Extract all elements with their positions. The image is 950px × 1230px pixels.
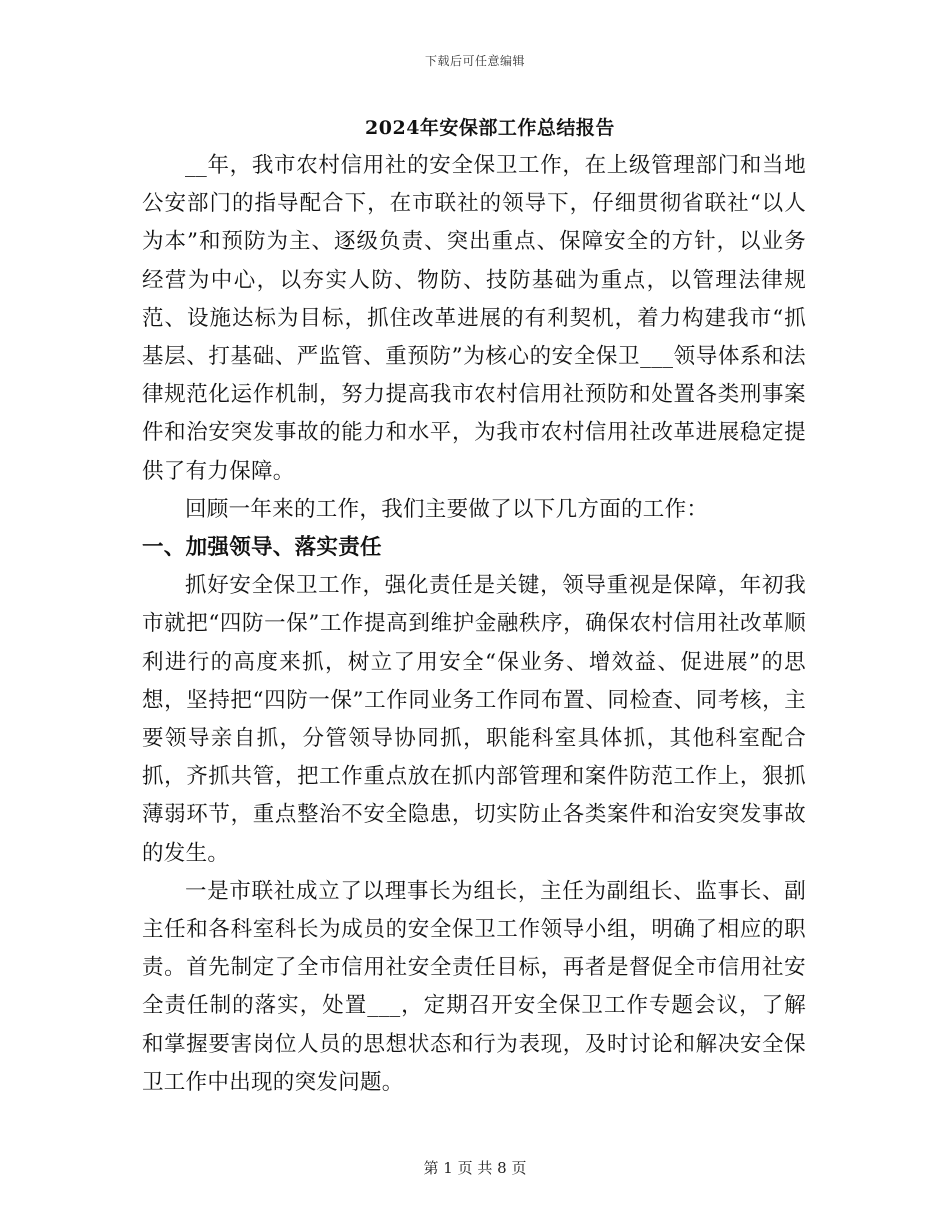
document-body bbox=[142, 147, 806, 1102]
paragraph-intro: __年，我市农村信用社的安全保卫工作，在上级管理部门和当地公安部门的指导配合下，在市联社的领导下，仔细贯彻省联社“以人为本”和预防为主、逐级负责、突出重点、保障安全的方针，以业务经营为中心，以夯实人防、物防、技防基础为重点，以管理法律规范、设施达标为目标，抓住改革进展的有利契机，着力构建我市“抓基层、打基础、严监管、重预防”为核心的安全保卫___领导体系和法律规范化运作机制，努力提高我市农村信用社预防和处置各类刑事案件和治安突发事故的能力和水平，为我市农村信用社改革进展稳定提供了有力保障。 bbox=[142, 153, 806, 484]
section-heading: 一、加强领导、落实责任 bbox=[142, 535, 382, 561]
page-header-note: 下载后可任意编辑 bbox=[424, 54, 525, 68]
document-title: 2024年安保部工作总结报告 bbox=[365, 117, 615, 139]
paragraph-leadership-group: 一是市联社成立了以理事长为组长，主任为副组长、监事长、副主任和各科室科长为成员的安全保卫工作领导小组，明确了相应的职责。首先制定了全市信用社安全责任目标，再者是督促全市信用社安全责任制的落实，处置___，定期召开安全保卫工作专题会议，了解和掌握要害岗位人员的思想状态和行为表现，及时讨论和解决安全保卫工作中出现的突发问题。 bbox=[142, 878, 806, 1095]
page-number-footer: 第 1 页 共 8 页 bbox=[423, 1159, 527, 1177]
paragraph-review: 回顾一年来的工作，我们主要做了以下几方面的工作： bbox=[185, 496, 709, 522]
paragraph-responsibility: 抓好安全保卫工作，强化责任是关键，领导重视是保障，年初我市就把“四防一保”工作提高到维护金融秩序，确保农村信用社改革顺利进行的高度来抓，树立了用安全“保业务、增效益、促进展”的思想，坚持把“四防一保”工作同业务工作同布置、同检查、同考核，主要领导亲自抓，分管领导协同抓，职能科室具体抓，其他科室配合抓，齐抓共管，把工作重点放在抓内部管理和案件防范工作上，狠抓薄弱环节，重点整治不安全隐患，切实防止各类案件和治安突发事故的发生。 bbox=[142, 573, 806, 866]
